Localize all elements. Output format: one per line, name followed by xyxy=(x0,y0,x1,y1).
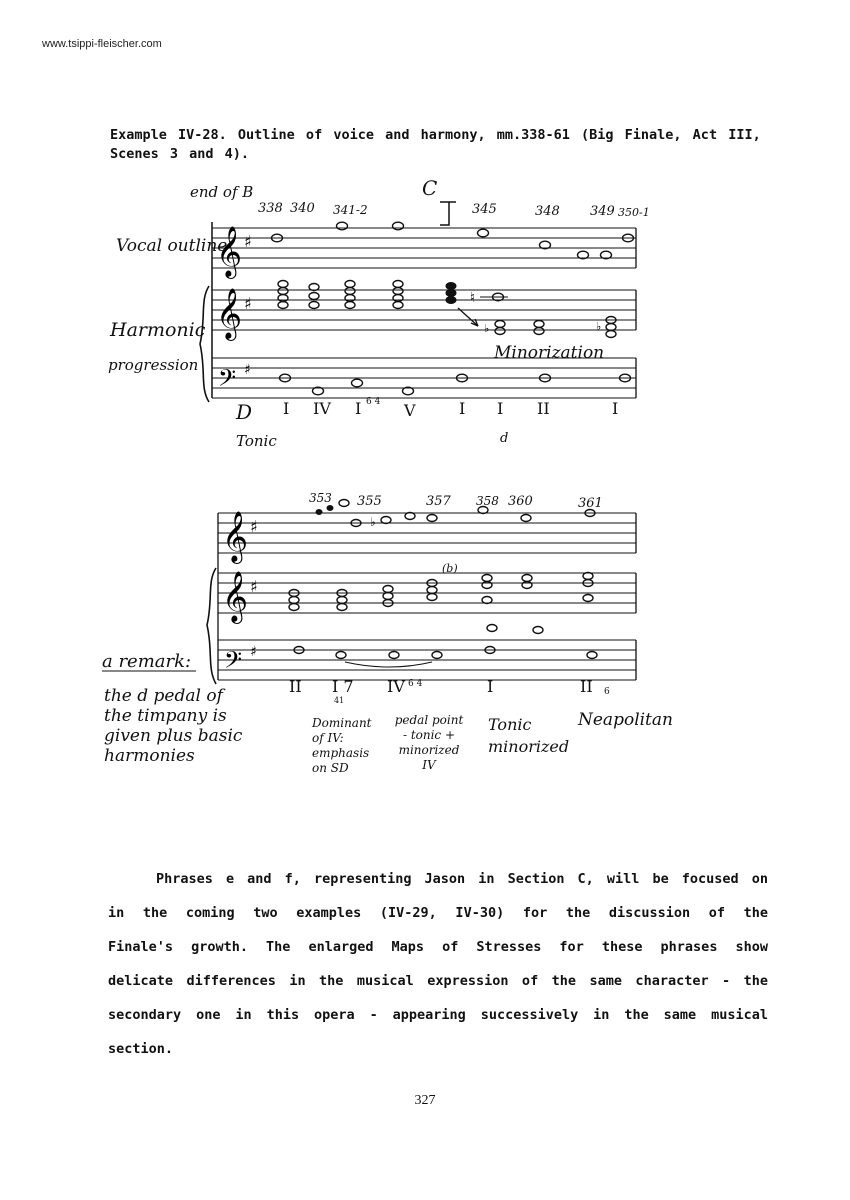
svg-text:♭: ♭ xyxy=(484,322,490,335)
treble-clef-icon: 𝄞 xyxy=(222,511,249,562)
measure-number: 357 xyxy=(426,494,451,509)
bass-clef-icon: 𝄢 xyxy=(218,364,237,397)
measure-number: 353 xyxy=(309,491,332,505)
remark-body: the d pedal of the timpany is given plus basic harmonies xyxy=(104,686,243,766)
measure-number: 340 xyxy=(290,201,315,216)
measure-number: 338 xyxy=(258,201,283,216)
harmony-bass-staff xyxy=(212,358,636,398)
section-mark-end-of-b: end of B xyxy=(190,183,254,201)
remark-title: a remark: xyxy=(102,651,192,672)
roman-numerals-system-1 xyxy=(235,397,618,446)
example-caption: Example IV-28. Outline of voice and harmony, mm.338-61 (Big Finale, Act III, Scenes 3 and 4). xyxy=(110,127,761,162)
chord xyxy=(482,575,492,604)
annotation-neapolitan: Neapolitan xyxy=(578,710,673,730)
annotation-b: (b) xyxy=(442,562,458,575)
note xyxy=(478,229,489,237)
roman-numeral: I xyxy=(355,399,362,418)
measure-number: 350-1 xyxy=(618,206,650,219)
svg-text:♭: ♭ xyxy=(596,320,602,333)
note xyxy=(587,652,597,659)
roman-numeral: I xyxy=(283,399,290,418)
chord xyxy=(393,281,403,309)
note xyxy=(427,515,437,522)
chord xyxy=(446,283,456,304)
measure-number: 348 xyxy=(535,204,560,219)
minorization-label: Minorization xyxy=(494,343,605,363)
note xyxy=(339,500,349,507)
note xyxy=(389,652,399,659)
roman-numerals-system-2 xyxy=(289,677,610,705)
roman-numeral: IV xyxy=(313,399,331,418)
progression-label: progression xyxy=(108,356,199,374)
sharp-icon: ♯ xyxy=(244,362,251,378)
figure: 6 4 xyxy=(408,679,423,689)
measure-number: 345 xyxy=(472,202,497,217)
key-label: D xyxy=(236,400,253,424)
measure-number: 341-2 xyxy=(333,203,368,217)
figure: 41 xyxy=(334,696,345,705)
system-2 xyxy=(102,491,636,705)
tie xyxy=(345,662,432,667)
roman-numeral: I xyxy=(487,677,494,696)
measure-number: 355 xyxy=(357,494,382,509)
tonic-label: Tonic xyxy=(236,432,277,450)
sharp-icon: ♯ xyxy=(250,517,258,536)
brace xyxy=(200,286,209,402)
annotation-pedal: pedal point - tonic + minorized IV xyxy=(394,713,464,772)
figure: 6 xyxy=(604,687,610,697)
treble-clef-icon: 𝄞 xyxy=(216,226,243,277)
section-mark-c: C xyxy=(422,176,438,200)
note xyxy=(352,379,363,387)
flat-icon: ♮ xyxy=(470,290,476,306)
harmony-bass-staff-2 xyxy=(218,640,636,680)
note xyxy=(336,652,346,659)
measure-number: 360 xyxy=(508,494,533,509)
note xyxy=(432,652,442,659)
chord xyxy=(522,575,532,589)
sharp-icon: ♯ xyxy=(250,644,257,660)
sharp-icon: ♯ xyxy=(244,232,252,251)
arrow-icon xyxy=(458,308,478,326)
vocal-staff-2 xyxy=(218,500,636,565)
measure-number: 361 xyxy=(578,496,603,511)
source-url[interactable]: www.tsippi-fleischer.com xyxy=(42,38,162,50)
note xyxy=(393,222,404,230)
brace xyxy=(207,568,216,684)
treble-clef-icon: 𝄞 xyxy=(222,571,249,622)
note xyxy=(381,517,391,524)
sharp-icon: ♯ xyxy=(244,294,252,313)
bass-clef-icon: 𝄢 xyxy=(224,646,243,679)
measure-number: 358 xyxy=(476,494,499,508)
svg-text:♭: ♭ xyxy=(370,515,376,529)
rehearsal-bracket xyxy=(440,202,456,225)
page-number: 327 xyxy=(414,1093,436,1108)
roman-numeral: IV xyxy=(387,677,405,696)
body-paragraph xyxy=(108,862,768,1066)
harmony-treble-staff-2 xyxy=(218,562,636,634)
chord xyxy=(345,281,355,309)
system-1 xyxy=(108,176,650,450)
roman-numeral: I xyxy=(497,399,504,418)
harmonic-label: Harmonic xyxy=(110,319,206,341)
sharp-icon: ♯ xyxy=(250,577,258,596)
roman-numeral: II xyxy=(537,399,550,418)
chord xyxy=(484,321,505,336)
vocal-label: Vocal outline xyxy=(116,236,228,256)
roman-numeral: V xyxy=(404,401,416,420)
treble-clef-icon: 𝄞 xyxy=(216,288,243,339)
harmony-treble-staff xyxy=(212,281,636,342)
body-text: Phrases e and f, representing Jason in Section C, will be focused on in the coming two examples (IV-29, IV-30) for the discussion of the Finale's growth. The enlarged Maps of Stresses for these phrases show delicate differences in the musical expression of the same character - the secondary one in this opera - appearing successively in the same musical section. xyxy=(108,871,768,1057)
note xyxy=(487,625,497,632)
roman-numeral: I xyxy=(459,399,466,418)
measure-number: 349 xyxy=(590,204,615,219)
annotation-dominant: Dominant of IV: emphasis on SD xyxy=(312,716,372,775)
annotation-tonic: Tonic minorized xyxy=(488,715,570,756)
figure: d xyxy=(500,431,509,446)
note xyxy=(521,515,531,522)
chord xyxy=(309,284,319,309)
figure: 6 4 xyxy=(366,397,381,407)
roman-numeral: II xyxy=(289,677,302,696)
note xyxy=(533,627,543,634)
note xyxy=(337,222,348,230)
roman-numeral: II xyxy=(580,677,593,696)
note xyxy=(405,513,415,520)
roman-numeral: I xyxy=(612,399,619,418)
roman-numeral: I 7 xyxy=(332,677,354,696)
chord xyxy=(278,281,288,309)
chord xyxy=(534,321,544,335)
chord xyxy=(583,573,593,602)
